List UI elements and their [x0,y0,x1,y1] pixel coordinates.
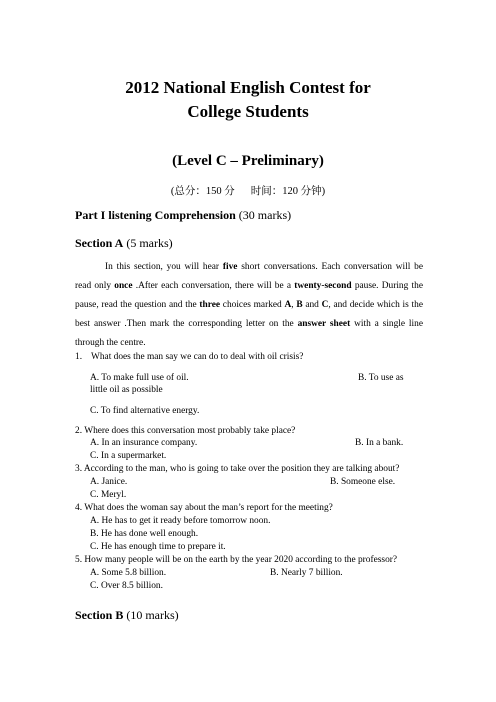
question-number: 4. [75,503,83,513]
question-number: 2. [75,426,83,436]
part1-marks: (30 marks) [235,208,292,222]
question-4 [75,502,425,515]
question-5 [75,554,425,567]
contest-title-line1: 2012 National English Contest for [125,78,371,97]
question-text: How many people will be on the earth by the year 2020 according to the professor? [84,555,398,565]
q4-option-a: A. He has to get it ready before tomorrow noon. [90,516,271,526]
question-1 [75,351,425,364]
score-time-line [0,183,496,198]
contest-title-line2: College Students [187,102,309,121]
q1-option-a: A. To make full use of oil. [90,373,189,383]
q1-option-b-continued: little oil as possible [90,385,163,395]
q2-option-c: C. In a supermarket. [90,451,167,461]
sectionB-title: Section B [75,608,124,622]
q2-option-b: B. In a bank. [355,438,404,448]
question-number: 5. [75,555,83,565]
question-number: 1. [75,352,83,362]
q3-option-b: B. Someone else. [330,477,396,487]
q3-option-a: A. Janice. [90,477,128,487]
part1-title: Part I listening Comprehension [75,208,236,222]
sectionB-heading [75,608,179,623]
question-3 [75,463,425,476]
q4-option-c: C. He has enough time to prepare it. [90,542,226,552]
sectionA-instructions: In this section, you will hear five short conversations. Each conversation will be read only once .After each conversation, there will be a twenty-second pause. During the pause, read the question and the three choices marked A, B and C, and decide which is the best answer .Then mark the corresponding letter on the answer sheet with a single line through the centre. [75,262,423,348]
q5-option-b: B. Nearly 7 billion. [270,568,343,578]
total-score: (总分：150 分 [170,186,235,197]
question-text: What does the man say we can do to deal with oil crisis? [91,352,304,362]
sectionA-heading [75,236,173,251]
question-number: 3. [75,464,83,474]
q4-option-b: B. He has done well enough. [90,529,199,539]
level-heading: (Level C – Preliminary) [172,153,324,169]
q5-option-c: C. Over 8.5 billion. [90,581,163,591]
sectionA-marks: (5 marks) [123,236,173,250]
q5-option-a: A. Some 5.8 billion. [90,568,167,578]
sectionB-marks: (10 marks) [123,608,179,622]
q1-option-b: B. To use as [358,373,404,383]
question-2 [75,425,425,438]
question-text: What does the woman say about the man’s report for the meeting? [84,503,333,513]
q1-option-c: C. To find alternative energy. [90,406,200,416]
part1-heading [75,208,291,223]
time-limit: 时间：120 分钟) [250,186,326,197]
question-text: Where does this conversation most probably take place? [84,426,296,436]
q3-option-c: C. Meryl. [90,490,127,500]
question-text: According to the man, who is going to take over the position they are talking about? [83,464,400,474]
q2-option-a: A. In an insurance company. [90,438,198,448]
sectionA-title: Section A [75,236,124,250]
